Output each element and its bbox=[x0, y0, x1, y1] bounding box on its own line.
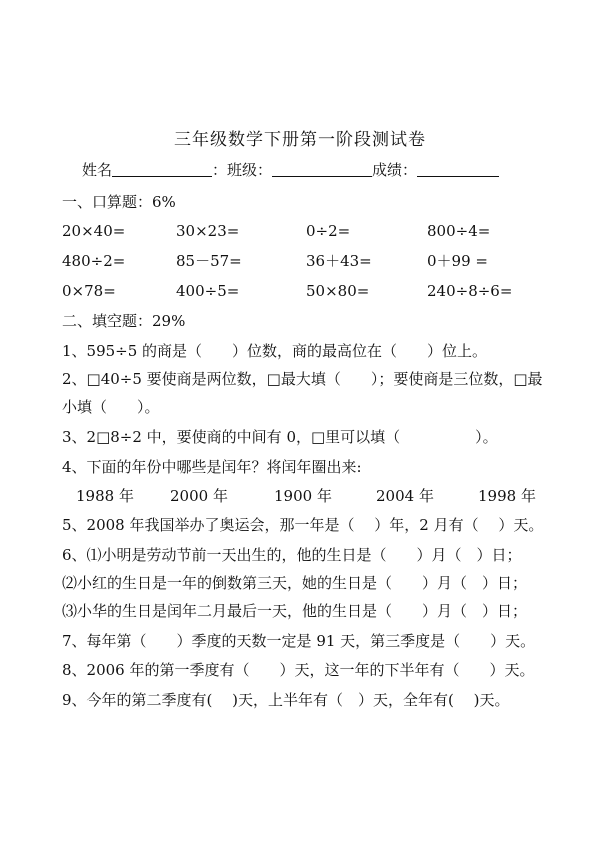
oral-calc-item: 30×23= bbox=[176, 222, 240, 240]
score-field[interactable] bbox=[417, 160, 499, 177]
score-label: 成绩： bbox=[372, 161, 418, 179]
year-option[interactable]: 1900 年 bbox=[274, 487, 332, 505]
year-option[interactable]: 2000 年 bbox=[170, 487, 228, 505]
year-option[interactable]: 1988 年 bbox=[76, 487, 134, 505]
question-4: 4、下面的年份中哪些是闰年？将闰年圈出来: bbox=[62, 458, 362, 476]
section1-heading: 一、口算题：6% bbox=[62, 193, 176, 211]
question-6-3: ⑶小华的生日是闰年二月最后一天，他的生日是（ ）月（ ）日； bbox=[62, 602, 528, 620]
oral-calc-item: 20×40= bbox=[62, 222, 126, 240]
oral-calc-item: 480÷2= bbox=[62, 252, 126, 270]
oral-calc-item: 50×80= bbox=[306, 282, 370, 300]
question-6-1: 6、⑴小明是劳动节前一天出生的，他的生日是（ ）月（ ）日； bbox=[62, 546, 522, 564]
oral-calc-item: 240÷8÷6= bbox=[427, 282, 513, 300]
oral-calc-item: 36＋43= bbox=[306, 252, 372, 270]
question-2-continued: 小填（ ）。 bbox=[62, 398, 160, 416]
oral-calc-item: 0÷2= bbox=[306, 222, 351, 240]
question-7: 7、每年第（ ）季度的天数一定是 91 天，第三季度是（ ）天。 bbox=[62, 632, 536, 650]
oral-calc-item: 800÷4= bbox=[427, 222, 491, 240]
name-field[interactable] bbox=[112, 160, 212, 177]
question-2: 2、□40÷5 要使商是两位数，□最大填（ ）；要使商是三位数，□最 bbox=[62, 370, 543, 388]
student-info-row bbox=[82, 160, 499, 180]
class-field[interactable] bbox=[272, 160, 372, 177]
question-8: 8、2006 年的第一季度有（ ）天，这一年的下半年有（ ）天。 bbox=[62, 661, 535, 679]
section2-heading: 二、填空题：29% bbox=[62, 312, 186, 330]
question-6-2: ⑵小红的生日是一年的倒数第三天，她的生日是（ ）月（ ）日； bbox=[62, 574, 528, 592]
page-title: 三年级数学下册第一阶段测试卷 bbox=[174, 130, 426, 150]
oral-calc-item: 85－57= bbox=[176, 252, 242, 270]
oral-calc-item: 0＋99 = bbox=[427, 252, 488, 270]
question-9: 9、今年的第二季度有( )天，上半年有（ ）天，全年有( )天。 bbox=[62, 691, 510, 709]
oral-calc-item: 0×78= bbox=[62, 282, 116, 300]
question-3: 3、2□8÷2 中，要使商的中间有 0，□里可以填（ ）。 bbox=[62, 428, 498, 446]
oral-calc-item: 400÷5= bbox=[176, 282, 240, 300]
question-5: 5、2008 年我国举办了奥运会，那一年是（ ）年，2 月有（ ）天。 bbox=[62, 516, 544, 534]
class-label: ：班级： bbox=[212, 161, 273, 179]
name-label: 姓名 bbox=[82, 161, 113, 179]
year-option[interactable]: 1998 年 bbox=[478, 487, 536, 505]
year-option[interactable]: 2004 年 bbox=[376, 487, 434, 505]
question-1: 1、595÷5 的商是（ ）位数，商的最高位在（ ）位上。 bbox=[62, 342, 488, 360]
